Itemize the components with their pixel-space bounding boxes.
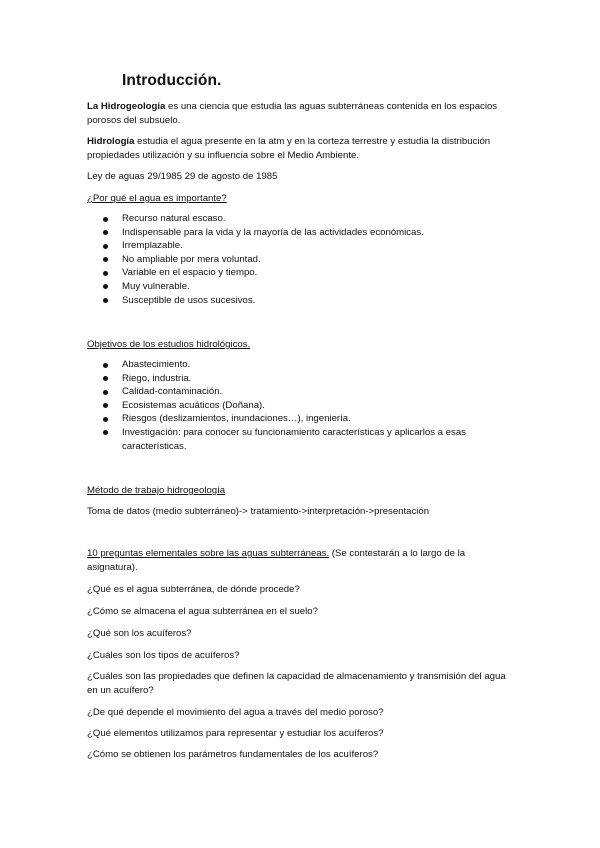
list-item: Variable en el espacio y tiempo. <box>103 266 483 280</box>
list-item: Susceptible de usos sucesivos. <box>103 294 483 308</box>
preguntas-intro <box>87 547 507 575</box>
pregunta-item: ¿Qué es el agua subterránea, de dónde procede? <box>87 584 300 595</box>
list-item: Riesgos (deslizamientos, inundaciones…), ingeniería. <box>103 412 483 426</box>
hidrologia-term: Hidrología <box>87 136 135 147</box>
pregunta-item: ¿De qué depende el movimiento del agua a través del medio poroso? <box>87 707 384 718</box>
preguntas-heading: 10 preguntas elementales sobre las aguas subterráneas. <box>87 548 330 559</box>
objetivos-heading: Objetivos de los estudios hidrológicos. <box>87 339 251 350</box>
hidrologia-text: estudia el agua presente en la atm y en la corteza terrestre y estudia la distribución propiedades utilización y su influencia sobre el Medio Ambiente. <box>87 136 491 161</box>
list-item: No ampliable por mera voluntad. <box>103 253 483 267</box>
hidrogeologia-paragraph <box>87 100 517 128</box>
list-item: Recurso natural escaso. <box>103 212 483 226</box>
list-item: Investigación: para conocer su funcionamiento características y aplicarlos a esas características. <box>103 426 483 453</box>
list-item: Calidad-contaminación. <box>103 385 483 399</box>
list-item: Riego, industria. <box>103 372 483 386</box>
metodo-text: Toma de datos (medio subterráneo)-> tratamiento->interpretación->presentación <box>87 506 430 517</box>
pregunta-item: ¿Qué elementos utilizamos para representar y estudiar los acuíferos? <box>87 728 384 739</box>
pregunta-item: ¿Cómo se almacena el agua subterránea en el suelo? <box>87 606 318 617</box>
list-item: Abastecimiento. <box>103 358 483 372</box>
pregunta-item: ¿Qué son los acuíferos? <box>87 628 192 639</box>
preguntas-note: (Se contestarán a lo largo de la asignatura). <box>87 548 466 573</box>
pregunta-item: ¿Cómo se obtienen los parámetros fundamentales de los acuíferos? <box>87 749 379 760</box>
metodo-heading: Método de trabajo hidrogeología <box>87 485 226 496</box>
pregunta-item: ¿Cuáles son los tipos de acuíferos? <box>87 650 240 661</box>
page-title: Introducción. <box>122 72 222 89</box>
hidrogeologia-term: La Hidrogeología <box>87 101 166 112</box>
list-item: Muy vulnerable. <box>103 280 483 294</box>
importancia-heading: ¿Por qué el agua es importante? <box>87 193 227 204</box>
list-item: Indispensable para la vida y la mayoría de las actividades económicas. <box>103 226 483 240</box>
objetivos-list <box>103 358 483 453</box>
list-item: Irremplazable. <box>103 239 483 253</box>
ley-text: Ley de aguas 29/1985 29 de agosto de 1985 <box>87 171 278 182</box>
hidrologia-paragraph <box>87 135 517 163</box>
importancia-list <box>103 212 483 307</box>
list-item: Ecosistemas acuáticos (Doñana). <box>103 399 483 413</box>
hidrogeologia-text: es una ciencia que estudia las aguas subterráneas contenida en los espacios porosos del subsuelo. <box>87 101 498 126</box>
pregunta-item: ¿Cuáles son las propiedades que definen la capacidad de almacenamiento y transmisión del agua en un acuífero? <box>87 671 506 696</box>
